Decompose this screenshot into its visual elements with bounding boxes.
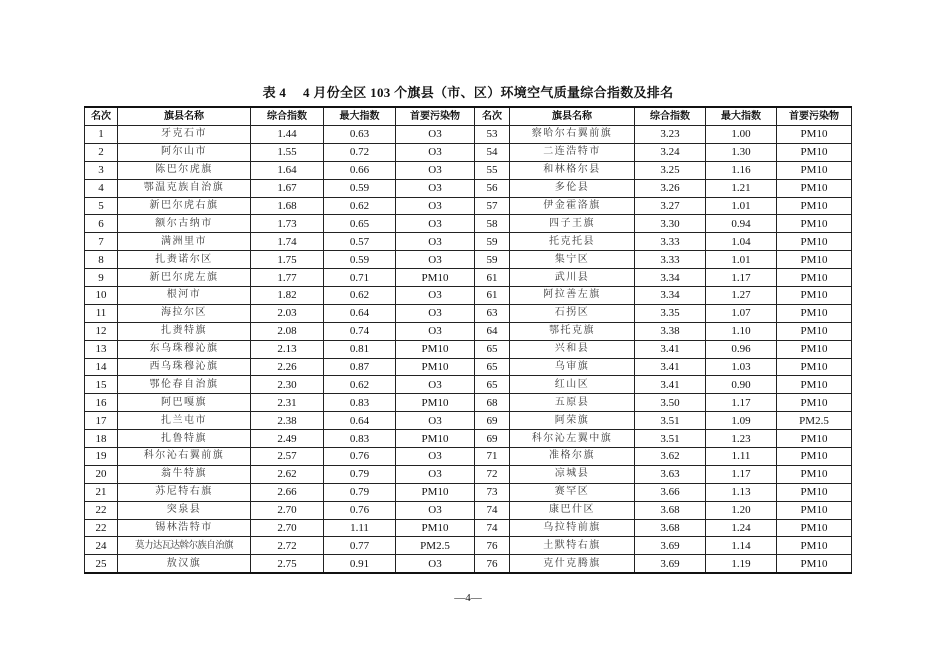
composite-index: 3.69 <box>635 555 706 573</box>
county-name: 多伦县 <box>510 179 635 197</box>
primary-pollutant: PM2.5 <box>396 537 475 555</box>
max-index: 0.65 <box>324 215 396 233</box>
primary-pollutant: O3 <box>396 179 475 197</box>
rank: 59 <box>475 233 510 251</box>
composite-index: 2.31 <box>251 394 324 412</box>
table-row <box>85 412 852 430</box>
primary-pollutant: PM10 <box>777 304 852 322</box>
county-name: 阿拉善左旗 <box>510 287 635 305</box>
table-row <box>85 287 852 305</box>
county-name: 阿尔山市 <box>118 143 251 161</box>
primary-pollutant: O3 <box>396 501 475 519</box>
primary-pollutant: O3 <box>396 251 475 269</box>
county-name: 赛罕区 <box>510 483 635 501</box>
composite-index: 3.41 <box>635 340 706 358</box>
county-name: 托克托县 <box>510 233 635 251</box>
rank: 76 <box>475 555 510 573</box>
primary-pollutant: O3 <box>396 161 475 179</box>
table-row <box>85 251 852 269</box>
header-county-name: 旗县名称 <box>510 107 635 126</box>
rank: 3 <box>85 161 118 179</box>
composite-index: 3.51 <box>635 412 706 430</box>
composite-index: 2.08 <box>251 322 324 340</box>
composite-index: 3.41 <box>635 358 706 376</box>
county-name: 陈巴尔虎旗 <box>118 161 251 179</box>
composite-index: 1.64 <box>251 161 324 179</box>
county-name: 牙克石市 <box>118 126 251 144</box>
table-row <box>85 215 852 233</box>
rank: 18 <box>85 430 118 448</box>
rank: 63 <box>475 304 510 322</box>
composite-index: 2.62 <box>251 465 324 483</box>
table-row <box>85 430 852 448</box>
rank: 55 <box>475 161 510 179</box>
primary-pollutant: O3 <box>396 555 475 573</box>
primary-pollutant: O3 <box>396 465 475 483</box>
county-name: 科尔沁右翼前旗 <box>118 448 251 466</box>
composite-index: 2.57 <box>251 448 324 466</box>
rank: 25 <box>85 555 118 573</box>
primary-pollutant: PM10 <box>777 501 852 519</box>
county-name: 阿荣旗 <box>510 412 635 430</box>
composite-index: 3.33 <box>635 233 706 251</box>
composite-index: 3.68 <box>635 501 706 519</box>
primary-pollutant: O3 <box>396 197 475 215</box>
primary-pollutant: PM10 <box>777 394 852 412</box>
rank: 13 <box>85 340 118 358</box>
header-rank: 名次 <box>85 107 118 126</box>
table-row <box>85 537 852 555</box>
max-index: 0.83 <box>324 394 396 412</box>
max-index: 0.91 <box>324 555 396 573</box>
header-rank: 名次 <box>475 107 510 126</box>
composite-index: 3.66 <box>635 483 706 501</box>
max-index: 1.00 <box>706 126 777 144</box>
composite-index: 3.69 <box>635 537 706 555</box>
composite-index: 2.49 <box>251 430 324 448</box>
composite-index: 3.50 <box>635 394 706 412</box>
table-row <box>85 179 852 197</box>
header-composite-index: 综合指数 <box>251 107 324 126</box>
header-county-name: 旗县名称 <box>118 107 251 126</box>
rank: 15 <box>85 376 118 394</box>
primary-pollutant: PM10 <box>777 483 852 501</box>
rank: 65 <box>475 376 510 394</box>
primary-pollutant: PM10 <box>777 465 852 483</box>
header-max-index: 最大指数 <box>324 107 396 126</box>
composite-index: 3.26 <box>635 179 706 197</box>
primary-pollutant: PM10 <box>396 269 475 287</box>
county-name: 额尔古纳市 <box>118 215 251 233</box>
table-row <box>85 322 852 340</box>
county-name: 乌审旗 <box>510 358 635 376</box>
rank: 2 <box>85 143 118 161</box>
table-row <box>85 376 852 394</box>
primary-pollutant: PM10 <box>777 287 852 305</box>
composite-index: 3.25 <box>635 161 706 179</box>
primary-pollutant: PM10 <box>777 519 852 537</box>
composite-index: 1.44 <box>251 126 324 144</box>
county-name: 突泉县 <box>118 501 251 519</box>
composite-index: 1.68 <box>251 197 324 215</box>
max-index: 1.17 <box>706 394 777 412</box>
county-name: 五原县 <box>510 394 635 412</box>
max-index: 1.07 <box>706 304 777 322</box>
primary-pollutant: PM10 <box>777 215 852 233</box>
table-row <box>85 519 852 537</box>
primary-pollutant: PM10 <box>396 519 475 537</box>
max-index: 0.63 <box>324 126 396 144</box>
composite-index: 2.75 <box>251 555 324 573</box>
county-name: 锡林浩特市 <box>118 519 251 537</box>
composite-index: 3.27 <box>635 197 706 215</box>
county-name: 东乌珠穆沁旗 <box>118 340 251 358</box>
table-row <box>85 358 852 376</box>
rank: 54 <box>475 143 510 161</box>
max-index: 0.71 <box>324 269 396 287</box>
primary-pollutant: PM10 <box>777 537 852 555</box>
composite-index: 3.35 <box>635 304 706 322</box>
rank: 61 <box>475 287 510 305</box>
max-index: 1.03 <box>706 358 777 376</box>
max-index: 0.57 <box>324 233 396 251</box>
max-index: 0.83 <box>324 430 396 448</box>
table-row <box>85 448 852 466</box>
table-header-row <box>85 107 852 126</box>
primary-pollutant: PM10 <box>396 394 475 412</box>
rank: 20 <box>85 465 118 483</box>
county-name: 新巴尔虎右旗 <box>118 197 251 215</box>
county-name: 莫力达瓦达斡尔族自治旗 <box>118 537 251 555</box>
table-row <box>85 143 852 161</box>
county-name: 根河市 <box>118 287 251 305</box>
max-index: 1.17 <box>706 465 777 483</box>
rank: 58 <box>475 215 510 233</box>
max-index: 1.14 <box>706 537 777 555</box>
rank: 24 <box>85 537 118 555</box>
composite-index: 3.33 <box>635 251 706 269</box>
primary-pollutant: PM10 <box>777 358 852 376</box>
primary-pollutant: O3 <box>396 215 475 233</box>
county-name: 翁牛特旗 <box>118 465 251 483</box>
primary-pollutant: PM2.5 <box>777 412 852 430</box>
table-row <box>85 304 852 322</box>
primary-pollutant: PM10 <box>396 483 475 501</box>
county-name: 鄂温克族自治旗 <box>118 179 251 197</box>
max-index: 0.72 <box>324 143 396 161</box>
table-row <box>85 233 852 251</box>
composite-index: 1.55 <box>251 143 324 161</box>
max-index: 1.13 <box>706 483 777 501</box>
table-row <box>85 197 852 215</box>
rank: 74 <box>475 519 510 537</box>
rank: 22 <box>85 519 118 537</box>
rank: 12 <box>85 322 118 340</box>
max-index: 0.90 <box>706 376 777 394</box>
county-name: 集宁区 <box>510 251 635 269</box>
composite-index: 3.23 <box>635 126 706 144</box>
county-name: 克什克腾旗 <box>510 555 635 573</box>
rank: 74 <box>475 501 510 519</box>
composite-index: 3.41 <box>635 376 706 394</box>
max-index: 1.01 <box>706 197 777 215</box>
rank: 61 <box>475 269 510 287</box>
county-name: 敖汉旗 <box>118 555 251 573</box>
county-name: 阿巴嘎旗 <box>118 394 251 412</box>
county-name: 土默特右旗 <box>510 537 635 555</box>
max-index: 1.20 <box>706 501 777 519</box>
max-index: 0.79 <box>324 465 396 483</box>
max-index: 1.11 <box>324 519 396 537</box>
primary-pollutant: PM10 <box>777 448 852 466</box>
max-index: 0.64 <box>324 304 396 322</box>
primary-pollutant: PM10 <box>777 376 852 394</box>
header-composite-index: 综合指数 <box>635 107 706 126</box>
max-index: 1.11 <box>706 448 777 466</box>
county-name: 红山区 <box>510 376 635 394</box>
max-index: 1.04 <box>706 233 777 251</box>
rank: 59 <box>475 251 510 269</box>
rank: 7 <box>85 233 118 251</box>
county-name: 苏尼特右旗 <box>118 483 251 501</box>
table-row <box>85 269 852 287</box>
composite-index: 1.82 <box>251 287 324 305</box>
max-index: 1.30 <box>706 143 777 161</box>
composite-index: 1.67 <box>251 179 324 197</box>
county-name: 凉城县 <box>510 465 635 483</box>
rank: 69 <box>475 412 510 430</box>
composite-index: 2.03 <box>251 304 324 322</box>
primary-pollutant: PM10 <box>777 179 852 197</box>
header-primary-pollutant: 首要污染物 <box>396 107 475 126</box>
county-name: 乌拉特前旗 <box>510 519 635 537</box>
primary-pollutant: PM10 <box>777 197 852 215</box>
table-row <box>85 340 852 358</box>
county-name: 康巴什区 <box>510 501 635 519</box>
max-index: 0.66 <box>324 161 396 179</box>
composite-index: 3.51 <box>635 430 706 448</box>
county-name: 扎赉诺尔区 <box>118 251 251 269</box>
county-name: 西乌珠穆沁旗 <box>118 358 251 376</box>
table-row <box>85 126 852 144</box>
county-name: 扎鲁特旗 <box>118 430 251 448</box>
county-name: 四子王旗 <box>510 215 635 233</box>
county-name: 扎兰屯市 <box>118 412 251 430</box>
county-name: 海拉尔区 <box>118 304 251 322</box>
max-index: 1.19 <box>706 555 777 573</box>
composite-index: 3.34 <box>635 287 706 305</box>
rank: 65 <box>475 358 510 376</box>
rank: 11 <box>85 304 118 322</box>
county-name: 兴和县 <box>510 340 635 358</box>
header-primary-pollutant: 首要污染物 <box>777 107 852 126</box>
composite-index: 3.24 <box>635 143 706 161</box>
composite-index: 2.70 <box>251 519 324 537</box>
rank: 1 <box>85 126 118 144</box>
rank: 5 <box>85 197 118 215</box>
primary-pollutant: PM10 <box>777 555 852 573</box>
composite-index: 1.77 <box>251 269 324 287</box>
rank: 16 <box>85 394 118 412</box>
rank: 14 <box>85 358 118 376</box>
primary-pollutant: O3 <box>396 448 475 466</box>
rank: 76 <box>475 537 510 555</box>
rank: 4 <box>85 179 118 197</box>
primary-pollutant: PM10 <box>396 430 475 448</box>
primary-pollutant: PM10 <box>777 269 852 287</box>
max-index: 0.87 <box>324 358 396 376</box>
primary-pollutant: O3 <box>396 376 475 394</box>
primary-pollutant: O3 <box>396 143 475 161</box>
max-index: 1.27 <box>706 287 777 305</box>
rank: 73 <box>475 483 510 501</box>
table-row <box>85 501 852 519</box>
primary-pollutant: O3 <box>396 233 475 251</box>
table-title: 表 4 4 月份全区 103 个旗县（市、区）环境空气质量综合指数及排名 <box>262 85 674 100</box>
composite-index: 3.38 <box>635 322 706 340</box>
composite-index: 3.34 <box>635 269 706 287</box>
rank: 68 <box>475 394 510 412</box>
county-name: 二连浩特市 <box>510 143 635 161</box>
header-max-index: 最大指数 <box>706 107 777 126</box>
county-name: 武川县 <box>510 269 635 287</box>
rank: 17 <box>85 412 118 430</box>
rank: 9 <box>85 269 118 287</box>
composite-index: 1.74 <box>251 233 324 251</box>
county-name: 鄂伦春自治旗 <box>118 376 251 394</box>
max-index: 1.17 <box>706 269 777 287</box>
max-index: 0.81 <box>324 340 396 358</box>
primary-pollutant: PM10 <box>777 322 852 340</box>
max-index: 1.21 <box>706 179 777 197</box>
rank: 71 <box>475 448 510 466</box>
rank: 10 <box>85 287 118 305</box>
max-index: 0.59 <box>324 179 396 197</box>
max-index: 0.79 <box>324 483 396 501</box>
primary-pollutant: PM10 <box>777 126 852 144</box>
table-row <box>85 394 852 412</box>
county-name: 伊金霍洛旗 <box>510 197 635 215</box>
primary-pollutant: PM10 <box>777 430 852 448</box>
composite-index: 2.70 <box>251 501 324 519</box>
rank: 69 <box>475 430 510 448</box>
rank: 21 <box>85 483 118 501</box>
primary-pollutant: O3 <box>396 304 475 322</box>
primary-pollutant: PM10 <box>396 358 475 376</box>
composite-index: 3.63 <box>635 465 706 483</box>
primary-pollutant: PM10 <box>396 340 475 358</box>
composite-index: 3.62 <box>635 448 706 466</box>
max-index: 1.24 <box>706 519 777 537</box>
max-index: 0.59 <box>324 251 396 269</box>
county-name: 准格尔旗 <box>510 448 635 466</box>
rank: 19 <box>85 448 118 466</box>
rank: 6 <box>85 215 118 233</box>
rank: 8 <box>85 251 118 269</box>
max-index: 1.16 <box>706 161 777 179</box>
max-index: 0.77 <box>324 537 396 555</box>
primary-pollutant: PM10 <box>777 340 852 358</box>
rank: 64 <box>475 322 510 340</box>
rank: 57 <box>475 197 510 215</box>
table-row <box>85 161 852 179</box>
primary-pollutant: O3 <box>396 322 475 340</box>
table-row <box>85 555 852 573</box>
max-index: 0.74 <box>324 322 396 340</box>
max-index: 0.64 <box>324 412 396 430</box>
composite-index: 2.66 <box>251 483 324 501</box>
max-index: 1.23 <box>706 430 777 448</box>
max-index: 0.96 <box>706 340 777 358</box>
rank: 65 <box>475 340 510 358</box>
county-name: 科尔沁左翼中旗 <box>510 430 635 448</box>
composite-index: 1.75 <box>251 251 324 269</box>
primary-pollutant: PM10 <box>777 161 852 179</box>
county-name: 扎赉特旗 <box>118 322 251 340</box>
composite-index: 2.13 <box>251 340 324 358</box>
primary-pollutant: O3 <box>396 412 475 430</box>
max-index: 0.62 <box>324 376 396 394</box>
composite-index: 2.30 <box>251 376 324 394</box>
county-name: 鄂托克旗 <box>510 322 635 340</box>
primary-pollutant: PM10 <box>777 233 852 251</box>
max-index: 0.76 <box>324 448 396 466</box>
primary-pollutant: PM10 <box>777 143 852 161</box>
max-index: 0.94 <box>706 215 777 233</box>
max-index: 0.76 <box>324 501 396 519</box>
rank: 56 <box>475 179 510 197</box>
max-index: 1.01 <box>706 251 777 269</box>
rank: 53 <box>475 126 510 144</box>
primary-pollutant: PM10 <box>777 251 852 269</box>
table-row <box>85 483 852 501</box>
primary-pollutant: O3 <box>396 126 475 144</box>
county-name: 石拐区 <box>510 304 635 322</box>
air-quality-ranking-table <box>84 106 852 574</box>
rank: 72 <box>475 465 510 483</box>
county-name: 和林格尔县 <box>510 161 635 179</box>
table-row <box>85 465 852 483</box>
max-index: 1.10 <box>706 322 777 340</box>
primary-pollutant: O3 <box>396 287 475 305</box>
composite-index: 1.73 <box>251 215 324 233</box>
max-index: 0.62 <box>324 197 396 215</box>
max-index: 0.62 <box>324 287 396 305</box>
county-name: 察哈尔右翼前旗 <box>510 126 635 144</box>
page-number: —4— <box>454 592 482 604</box>
county-name: 新巴尔虎左旗 <box>118 269 251 287</box>
county-name: 满洲里市 <box>118 233 251 251</box>
rank: 22 <box>85 501 118 519</box>
composite-index: 3.68 <box>635 519 706 537</box>
composite-index: 3.30 <box>635 215 706 233</box>
composite-index: 2.38 <box>251 412 324 430</box>
composite-index: 2.26 <box>251 358 324 376</box>
max-index: 1.09 <box>706 412 777 430</box>
composite-index: 2.72 <box>251 537 324 555</box>
